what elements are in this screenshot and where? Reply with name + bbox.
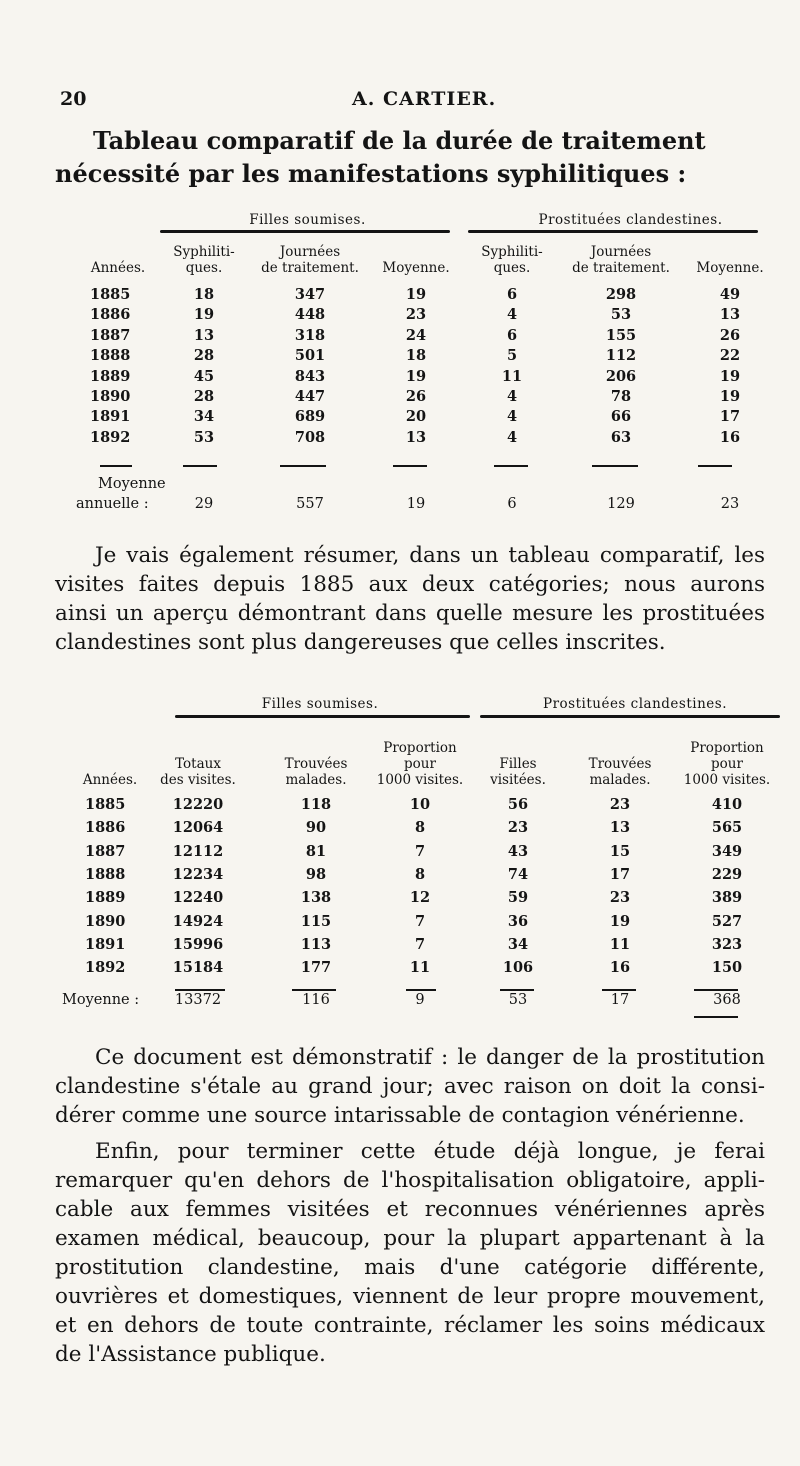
table1-value-cell: 501 xyxy=(294,347,326,365)
table2-value-cell: 389 xyxy=(711,889,743,907)
table1-value-cell: 347 xyxy=(294,286,326,303)
table1-value-cell: 19 xyxy=(405,286,427,303)
table2-group-rule-1 xyxy=(175,715,470,718)
table1-value-cell: 318 xyxy=(294,326,326,344)
t1-head-jour2-l1: Journées xyxy=(590,244,652,260)
text-line: et en dehors de toute contrainte, réclamer les soins médicaux xyxy=(55,1313,765,1338)
text-line: Ce document est démonstratif : le danger de la prostitution xyxy=(95,1045,765,1070)
table1-value-cell: 708 xyxy=(294,428,326,446)
table2-value-cell: 23 xyxy=(609,796,631,813)
t1-avg-label-2: annuelle : xyxy=(76,496,149,512)
table1-value-cell: 66 xyxy=(610,408,632,426)
table1-value-cell: 78 xyxy=(610,388,632,405)
table1-value-cell: 20 xyxy=(405,408,427,426)
t1-sum-rule-3 xyxy=(280,465,326,467)
table1-group-rule-1 xyxy=(160,230,450,233)
table2-value-cell: 10 xyxy=(409,796,431,813)
t2-head-totaux xyxy=(146,756,250,788)
t2-sum-rule-1 xyxy=(175,989,225,991)
table1-value-cell: 13 xyxy=(719,306,741,324)
t2-head-prop xyxy=(362,740,478,788)
t2-head-totaux-l1: Totaux xyxy=(175,756,221,772)
table1-value-cell: 24 xyxy=(405,326,427,344)
t2-head-filles xyxy=(472,756,564,788)
table1-value-cell: 49 xyxy=(719,286,741,303)
table2-average-cell: 17 xyxy=(610,992,630,1008)
table2-value-cell: 106 xyxy=(502,959,534,977)
table2-year-cell: 1886 xyxy=(85,819,126,837)
text-line: Enfin, pour terminer cette étude déjà longue, je ferai xyxy=(95,1139,765,1164)
table1-year-cell: 1886 xyxy=(90,306,131,324)
table1-value-cell: 689 xyxy=(294,408,326,426)
table2-year-cell: 1888 xyxy=(85,865,126,883)
table1-average-cell: 557 xyxy=(296,496,324,512)
table2-value-cell: 177 xyxy=(300,959,332,977)
table1-year-cell: 1889 xyxy=(90,367,131,385)
table1-value-cell: 18 xyxy=(405,347,427,365)
table2-value-cell: 59 xyxy=(507,889,529,907)
t2-avg-label: Moyenne : xyxy=(62,992,140,1008)
table2-value-cell: 12240 xyxy=(172,889,224,907)
text-line: ainsi un aperçu démontrant dans quelle mesure les prostituées xyxy=(55,601,765,626)
table2-value-cell: 11 xyxy=(409,959,431,977)
table1-year-cell: 1890 xyxy=(90,388,131,405)
t1-head-syph-l1: Syphiliti- xyxy=(173,244,235,260)
t2-head-totaux-l2: des visites. xyxy=(160,772,236,788)
t2-sum-rule-4 xyxy=(500,989,534,991)
table2-year-cell: 1885 xyxy=(85,796,126,813)
table2-value-cell: 565 xyxy=(711,819,743,837)
table1-value-cell: 13 xyxy=(193,326,215,344)
table2-average-cell: 368 xyxy=(713,992,741,1008)
table1-group-clandestines: Prostituées clandestines. xyxy=(538,212,723,228)
table1-value-cell: 28 xyxy=(193,347,215,365)
t2-head-trouv xyxy=(268,756,364,788)
t2-head-trouv2-l1: Trouvées xyxy=(588,756,652,772)
table1-year-cell: 1891 xyxy=(90,408,131,426)
table2-year-cell: 1891 xyxy=(85,935,126,953)
table2-value-cell: 527 xyxy=(711,912,743,930)
table2-value-cell: 8 xyxy=(414,865,426,883)
text-line: de l'Assistance publique. xyxy=(55,1342,326,1367)
table2-value-cell: 12064 xyxy=(172,819,224,837)
table1-value-cell: 4 xyxy=(506,306,518,324)
t2-head-trouv-l1: Trouvées xyxy=(284,756,348,772)
table1-value-cell: 16 xyxy=(719,428,741,446)
t2-head-prop2 xyxy=(664,740,790,788)
table2-year-cell: 1889 xyxy=(85,889,126,907)
table2-value-cell: 7 xyxy=(414,935,426,953)
table1-value-cell: 298 xyxy=(605,286,637,303)
table1-value-cell: 19 xyxy=(405,367,427,385)
t2-head-prop-l3: 1000 visites. xyxy=(376,772,464,788)
text-line: clandestines sont plus dangereuses que celles inscrites. xyxy=(55,630,666,655)
table1-value-cell: 45 xyxy=(193,367,215,385)
table2-value-cell: 36 xyxy=(507,912,529,930)
table2-value-cell: 12 xyxy=(409,889,431,907)
table2-value-cell: 12234 xyxy=(172,865,224,883)
text-line: visites faites depuis 1885 aux deux catégories; nous aurons xyxy=(55,572,765,597)
text-line: ouvrières et domestiques, viennent de leur propre mouvement, xyxy=(55,1284,765,1309)
table2-group-soumises: Filles soumises. xyxy=(261,696,379,712)
table2-value-cell: 349 xyxy=(711,842,743,860)
t2-head-filles-l2: visitées. xyxy=(490,772,546,788)
table2-group-rule-2 xyxy=(480,715,780,718)
table2-value-cell: 410 xyxy=(711,796,743,813)
table2-value-cell: 19 xyxy=(609,912,631,930)
t2-sum-rule-2 xyxy=(292,989,336,991)
paragraph-3 xyxy=(55,1137,765,1369)
t2-head-trouv2 xyxy=(572,756,668,788)
t1-sum-rule-2 xyxy=(183,465,217,467)
text-line: clandestine s'étale au grand jour; avec raison on doit la consi- xyxy=(55,1074,765,1099)
table2-value-cell: 15184 xyxy=(172,959,224,977)
table1-value-cell: 206 xyxy=(605,367,637,385)
t2-sum-rule-3 xyxy=(406,989,436,991)
table1-group-rule-2 xyxy=(468,230,758,233)
paragraph-2 xyxy=(55,1043,765,1130)
table2-value-cell: 229 xyxy=(711,865,743,883)
table2-value-cell: 13 xyxy=(609,819,631,837)
table1-value-cell: 28 xyxy=(193,388,215,405)
text-line: examen médical, beaucoup, pour la plupart appartenant à la xyxy=(55,1226,765,1251)
t1-head-syph xyxy=(162,244,246,276)
table1-value-cell: 843 xyxy=(294,367,326,385)
table1-value-cell: 17 xyxy=(719,408,741,426)
t2-sum-rule-5 xyxy=(602,989,636,991)
table1-average-cell: 29 xyxy=(194,496,214,512)
table2-value-cell: 12220 xyxy=(172,796,224,813)
table2-value-cell: 90 xyxy=(305,819,327,837)
table2-year-cell: 1887 xyxy=(85,842,126,860)
t1-head-syph2-l1: Syphiliti- xyxy=(481,244,543,260)
text-line: remarquer qu'en dehors de l'hospitalisation obligatoire, appli- xyxy=(55,1168,765,1193)
t1-head-moy: Moyenne. xyxy=(382,260,450,276)
paragraph-1 xyxy=(55,541,765,657)
table1-group-soumises: Filles soumises. xyxy=(249,212,366,228)
t1-avg-label-1: Moyenne xyxy=(98,476,166,492)
t1-sum-rule-4 xyxy=(393,465,427,467)
t2-head-prop2-l3: 1000 visites. xyxy=(683,772,771,788)
t1-head-moy2: Moyenne. xyxy=(696,260,764,276)
table2-value-cell: 23 xyxy=(507,819,529,837)
table1-value-cell: 13 xyxy=(405,428,427,446)
table1-year-cell: 1888 xyxy=(90,347,131,365)
table2-value-cell: 15 xyxy=(609,842,631,860)
t1-sum-rule-7 xyxy=(698,465,732,467)
t1-sum-rule-5 xyxy=(494,465,528,467)
table1-value-cell: 4 xyxy=(506,388,518,405)
table2-average-cell: 9 xyxy=(415,992,425,1008)
t1-head-jour2 xyxy=(556,244,686,276)
t1-head-annees: Années. xyxy=(90,260,146,276)
table2-value-cell: 23 xyxy=(609,889,631,907)
table2-value-cell: 138 xyxy=(300,889,332,907)
table1-average-cell: 129 xyxy=(607,496,635,512)
table2-value-cell: 43 xyxy=(507,842,529,860)
t1-head-syph2-l2: ques. xyxy=(493,260,531,276)
table1-value-cell: 448 xyxy=(294,306,326,324)
table1-value-cell: 19 xyxy=(719,367,741,385)
t1-head-syph2 xyxy=(470,244,554,276)
table2-value-cell: 17 xyxy=(609,865,631,883)
table2-value-cell: 7 xyxy=(414,842,426,860)
table2-average-cell: 13372 xyxy=(174,992,222,1008)
table1-value-cell: 19 xyxy=(719,388,741,405)
table1-value-cell: 447 xyxy=(294,388,326,405)
table2-value-cell: 34 xyxy=(507,935,529,953)
table1-value-cell: 4 xyxy=(506,428,518,446)
t2-head-prop2-l1: Proportion xyxy=(690,740,764,756)
table2-group-clandestines: Prostituées clandestines. xyxy=(543,696,727,712)
table1-average-cell: 19 xyxy=(406,496,426,512)
table2-value-cell: 115 xyxy=(300,912,332,930)
table1-value-cell: 6 xyxy=(506,326,518,344)
table1-value-cell: 22 xyxy=(719,347,741,365)
table1-value-cell: 19 xyxy=(193,306,215,324)
table2-value-cell: 15996 xyxy=(172,935,224,953)
table2-value-cell: 81 xyxy=(305,842,327,860)
table2-average-cell: 116 xyxy=(302,992,330,1008)
table2-value-cell: 14924 xyxy=(172,912,224,930)
table2-average-cell: 53 xyxy=(508,992,528,1008)
table1-title: Tableau comparatif de la durée de traitement nécessité par les manifestations syphilitiques : xyxy=(55,126,706,188)
t1-sum-rule-6 xyxy=(592,465,638,467)
table1-value-cell: 53 xyxy=(193,428,215,446)
table2-value-cell: 16 xyxy=(609,959,631,977)
table1-value-cell: 11 xyxy=(501,367,523,385)
t2-head-filles-l1: Filles xyxy=(499,756,537,772)
t1-head-syph-l2: ques. xyxy=(185,260,223,276)
table1-value-cell: 112 xyxy=(605,347,637,365)
text-line: cable aux femmes visitées et reconnues vénériennes après xyxy=(55,1197,765,1222)
table2-year-cell: 1892 xyxy=(85,959,126,977)
table2-value-cell: 8 xyxy=(414,819,426,837)
t2-head-prop2-l2: pour xyxy=(711,756,743,772)
table2-value-cell: 11 xyxy=(609,935,631,953)
t1-head-jour-l1: Journées xyxy=(279,244,341,260)
table1-year-cell: 1887 xyxy=(90,326,131,344)
table1-average-cell: 23 xyxy=(720,496,740,512)
t1-head-jour xyxy=(250,244,370,276)
table1-year-cell: 1885 xyxy=(90,286,131,303)
table2-value-cell: 118 xyxy=(300,796,332,813)
table2-value-cell: 113 xyxy=(300,935,332,953)
table1-value-cell: 53 xyxy=(610,306,632,324)
table2-value-cell: 56 xyxy=(507,796,529,813)
table1-value-cell: 26 xyxy=(719,326,741,344)
t2-head-trouv2-l2: malades. xyxy=(589,772,651,788)
t2-head-trouv-l2: malades. xyxy=(285,772,347,788)
page-number: 20 xyxy=(60,88,87,110)
table1-value-cell: 6 xyxy=(506,286,518,303)
table1-average-cell: 6 xyxy=(507,496,517,512)
table1-value-cell: 26 xyxy=(405,388,427,405)
table1-value-cell: 23 xyxy=(405,306,427,324)
table2-value-cell: 74 xyxy=(507,865,529,883)
table2-value-cell: 150 xyxy=(711,959,743,977)
table2-value-cell: 98 xyxy=(305,865,327,883)
table1-value-cell: 63 xyxy=(610,428,632,446)
t2-head-prop-l1: Proportion xyxy=(383,740,457,756)
t1-head-jour2-l2: de traitement. xyxy=(572,260,670,276)
table1-value-cell: 18 xyxy=(193,286,215,303)
t2-head-prop-l2: pour xyxy=(404,756,436,772)
table1-value-cell: 34 xyxy=(193,408,215,426)
table1-value-cell: 5 xyxy=(506,347,518,365)
t2-under-rule xyxy=(694,1016,738,1018)
t2-head-annees: Années. xyxy=(82,772,138,788)
table1-value-cell: 4 xyxy=(506,408,518,426)
table2-year-cell: 1890 xyxy=(85,912,126,930)
t2-sum-rule-6 xyxy=(694,989,738,991)
t1-sum-rule-1 xyxy=(100,465,132,467)
t1-head-jour-l2: de traitement. xyxy=(261,260,359,276)
table2-value-cell: 7 xyxy=(414,912,426,930)
text-line: Je vais également résumer, dans un tableau comparatif, les xyxy=(95,543,765,568)
table2-value-cell: 323 xyxy=(711,935,743,953)
text-line: dérer comme une source intarissable de contagion vénérienne. xyxy=(55,1103,745,1128)
table1-year-cell: 1892 xyxy=(90,428,131,446)
table1-value-cell: 155 xyxy=(605,326,637,344)
table2-value-cell: 12112 xyxy=(172,842,224,860)
running-head: A. CARTIER. xyxy=(352,88,497,110)
text-line: prostitution clandestine, mais d'une catégorie différente, xyxy=(55,1255,765,1280)
